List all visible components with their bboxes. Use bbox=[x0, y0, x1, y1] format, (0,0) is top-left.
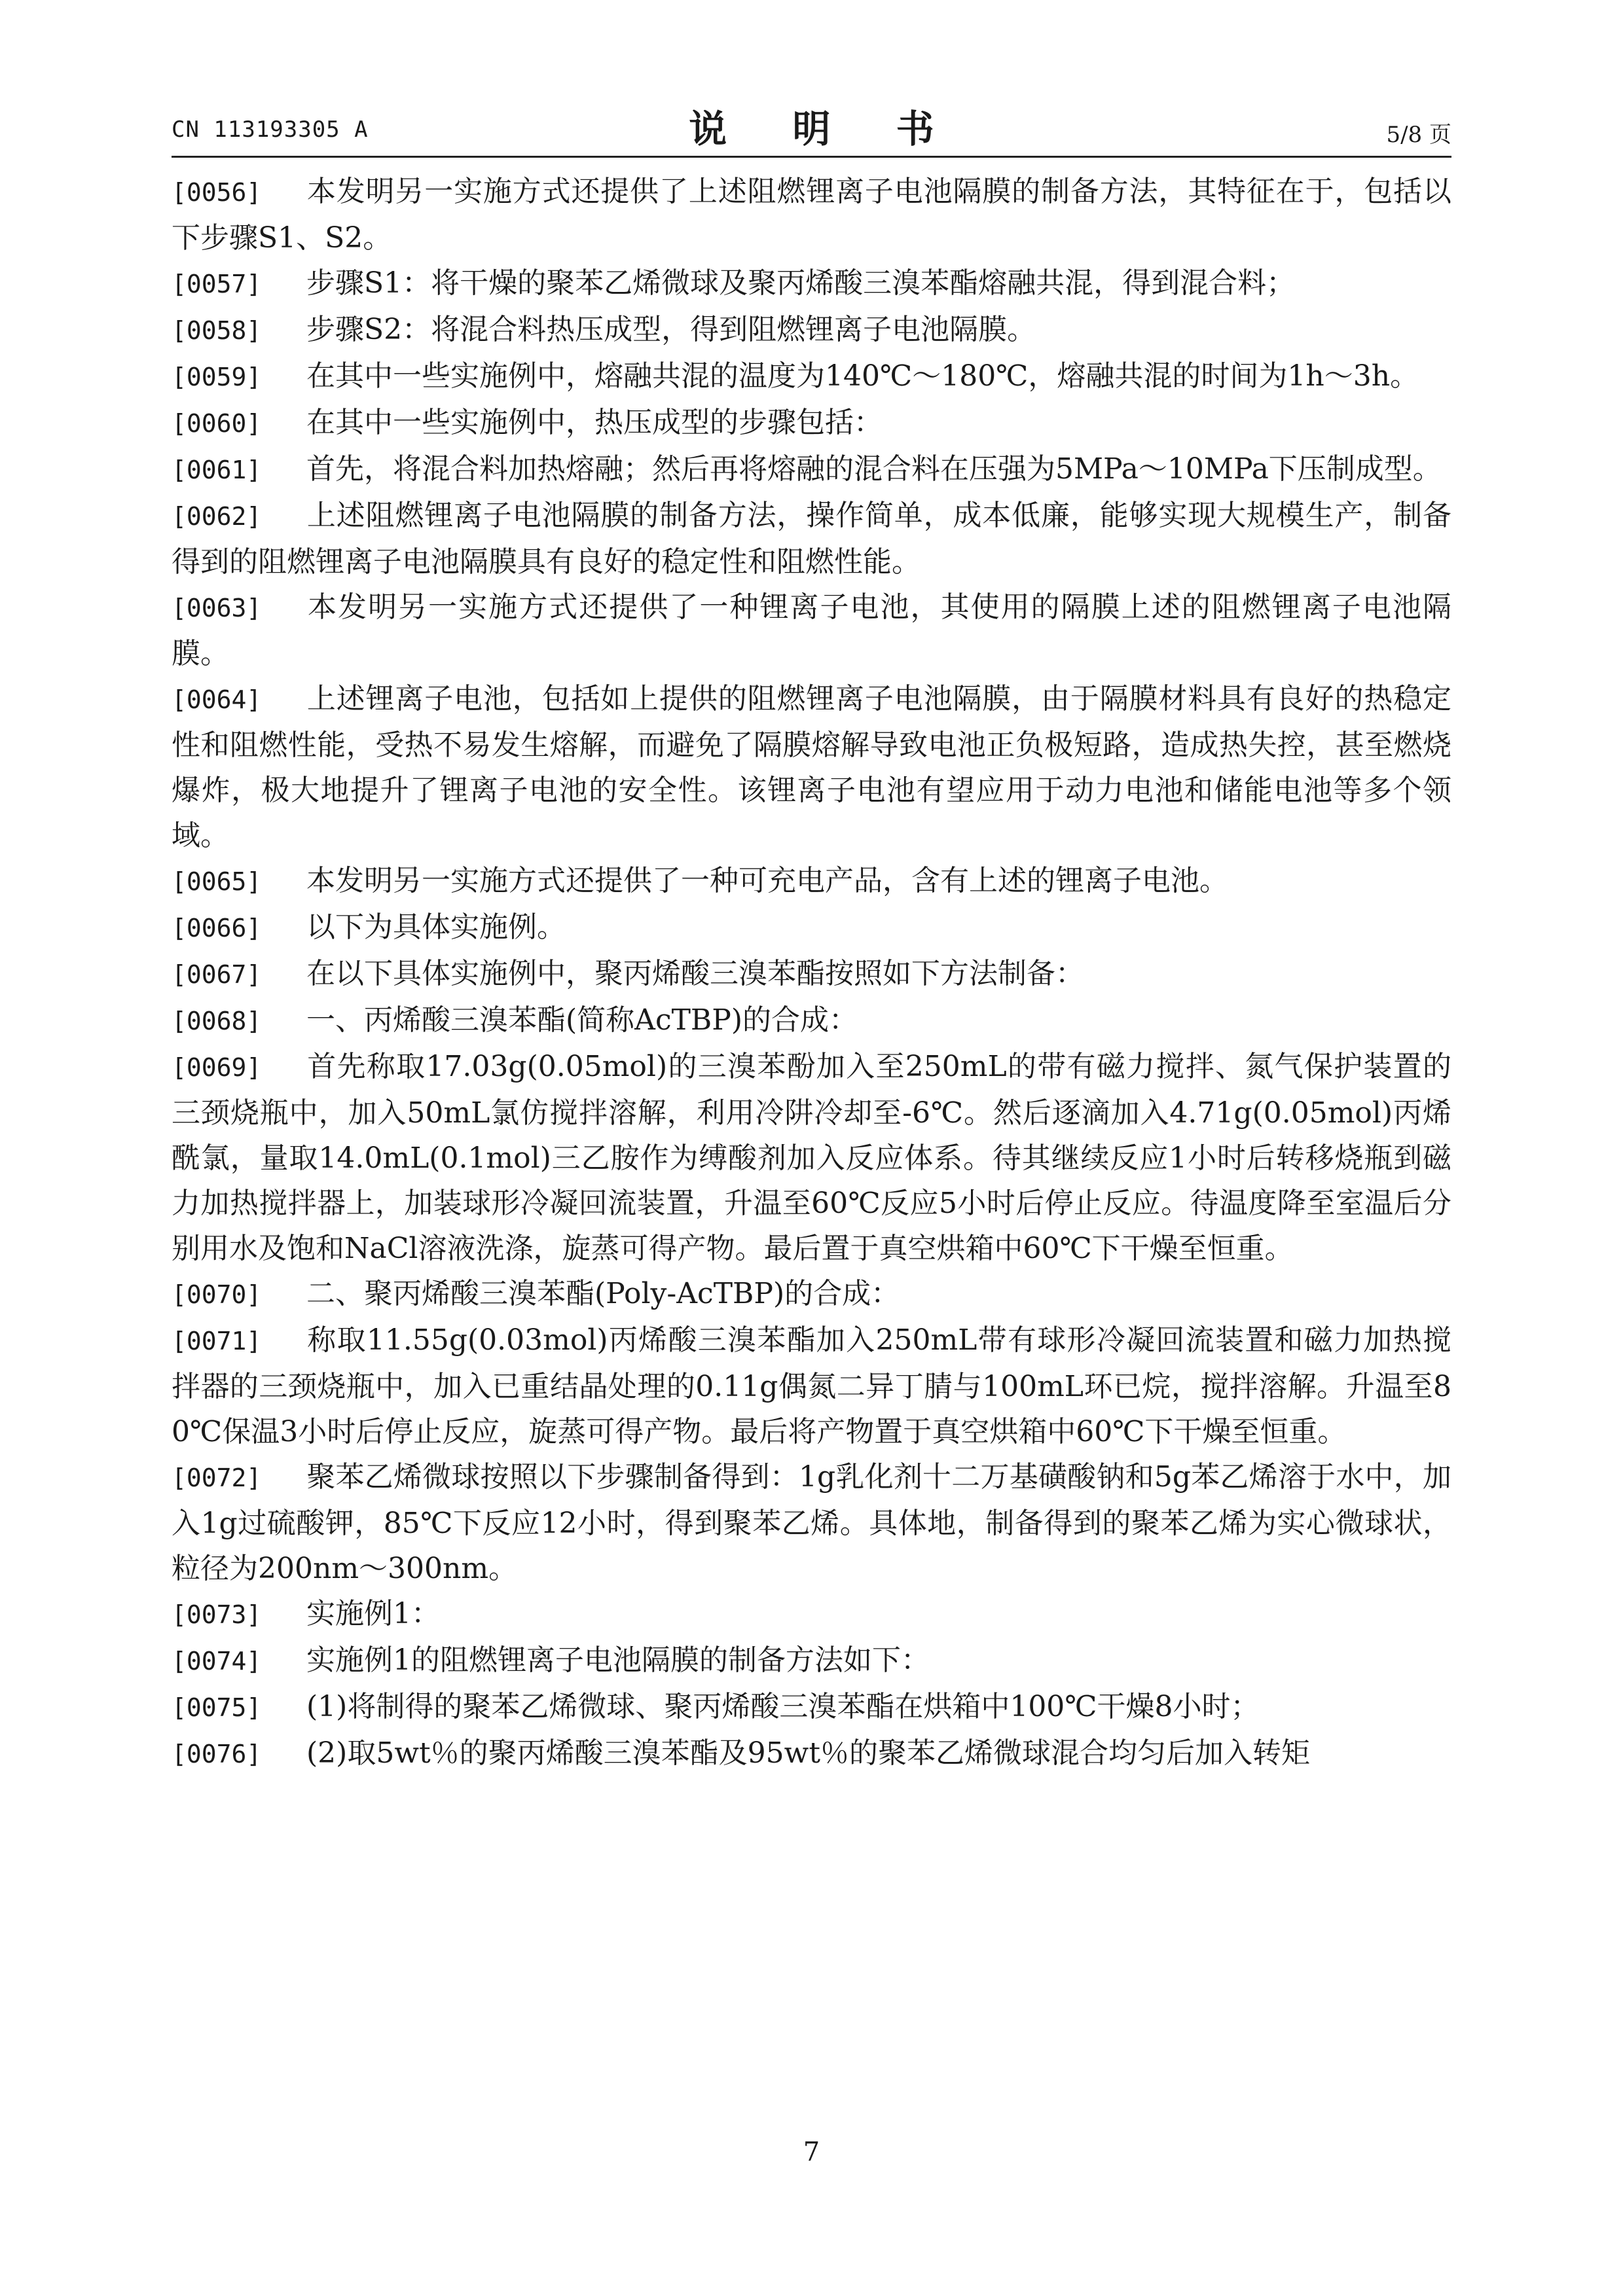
paragraph-text: 聚苯乙烯微球按照以下步骤制备得到：1g乳化剂十二万基磺酸钠和5g苯乙烯溶于水中，加入1g过硫酸钾，85℃下反应12小时，得到聚苯乙烯。具体地，制备得到的聚苯乙烯为实心微球状，粒径为200nm～300nm。 bbox=[172, 1460, 1451, 1585]
paragraph-0056 bbox=[172, 169, 1451, 260]
paragraph-text: 首先，将混合料加热熔融；然后再将熔融的混合料在压强为5MPa～10MPa下压制成型。 bbox=[306, 452, 1442, 486]
paragraph-number: [0075] bbox=[172, 1693, 262, 1722]
paragraph-text: 以下为具体实施例。 bbox=[306, 910, 566, 944]
paragraph-number: [0073] bbox=[172, 1600, 262, 1629]
paragraph-0069 bbox=[172, 1044, 1451, 1271]
paragraph-text: 首先称取17.03g(0.05mol)的三溴苯酚加入至250mL的带有磁力搅拌、氮气保护装置的三颈烧瓶中，加入50mL氯仿搅拌溶解，利用冷阱冷却至-6℃。然后逐滴加入4.71g(0.05mol)丙烯酰氯，量取14.0mL(0.1mol)三乙胺作为缚酸剂加入反应体系。待其继续反应1小时后转移烧瓶到磁力加热搅拌器上，加装球形冷凝回流装置，升温至60℃反应5小时后停止反应。待温度降至室温后分别用水及饱和NaCl溶液洗涤，旋蒸可得产物。最后置于真空烘箱中60℃下干燥至恒重。 bbox=[172, 1050, 1451, 1265]
paragraph-text: 本发明另一实施方式还提供了一种锂离子电池，其使用的隔膜上述的阻燃锂离子电池隔膜。 bbox=[172, 590, 1451, 670]
paragraph-text: 本发明另一实施方式还提供了上述阻燃锂离子电池隔膜的制备方法，其特征在于，包括以下步骤S1、S2。 bbox=[172, 175, 1451, 255]
paragraph-number: [0061] bbox=[172, 456, 262, 484]
paragraph-0066 bbox=[172, 905, 1451, 951]
paragraph-0064 bbox=[172, 676, 1451, 858]
paragraph-number: [0070] bbox=[172, 1280, 262, 1309]
document-body bbox=[172, 169, 1451, 1777]
paragraph-text: 称取11.55g(0.03mol)丙烯酸三溴苯酯加入250mL带有球形冷凝回流装置和磁力加热搅拌器的三颈烧瓶中，加入已重结晶处理的0.11g偶氮二异丁腈与100mL环已烷，搅拌溶解。升温至80℃保温3小时后停止反应，旋蒸可得产物。最后将产物置于真空烘箱中60℃下干燥至恒重。 bbox=[172, 1323, 1451, 1448]
paragraph-number: [0057] bbox=[172, 270, 262, 298]
paragraph-0062 bbox=[172, 493, 1451, 584]
paragraph-0075 bbox=[172, 1684, 1451, 1731]
paragraph-0068 bbox=[172, 997, 1451, 1044]
paragraph-number: [0072] bbox=[172, 1463, 262, 1492]
paragraph-number: [0071] bbox=[172, 1327, 262, 1355]
paragraph-number: [0067] bbox=[172, 960, 262, 989]
paragraph-0060 bbox=[172, 400, 1451, 446]
paragraph-number: [0062] bbox=[172, 502, 262, 531]
paragraph-0067 bbox=[172, 951, 1451, 997]
paragraph-0074 bbox=[172, 1638, 1451, 1684]
page-header bbox=[172, 98, 1451, 157]
paragraph-0061 bbox=[172, 446, 1451, 493]
paragraph-0072 bbox=[172, 1454, 1451, 1591]
paragraph-text: 实施例1： bbox=[306, 1597, 440, 1630]
paragraph-0063 bbox=[172, 584, 1451, 676]
paragraph-text: (2)取5wt％的聚丙烯酸三溴苯酯及95wt％的聚苯乙烯微球混合均匀后加入转矩 bbox=[306, 1736, 1310, 1770]
paragraph-text: 实施例1的阻燃锂离子电池隔膜的制备方法如下： bbox=[306, 1643, 930, 1677]
paragraph-text: 在其中一些实施例中，熔融共混的温度为140℃～180℃，熔融共混的时间为1h～3h。 bbox=[306, 359, 1419, 393]
paragraph-number: [0063] bbox=[172, 594, 262, 622]
paragraph-0073 bbox=[172, 1591, 1451, 1638]
paragraph-number: [0069] bbox=[172, 1053, 262, 1082]
paragraph-number: [0074] bbox=[172, 1647, 262, 1676]
paragraph-number: [0068] bbox=[172, 1007, 262, 1035]
paragraph-text: 上述锂离子电池，包括如上提供的阻燃锂离子电池隔膜，由于隔膜材料具有良好的热稳定性和阻燃性能，受热不易发生熔解，而避免了隔膜熔解导致电池正负极短路，造成热失控，甚至燃烧爆炸，极大地提升了锂离子电池的安全性。该锂离子电池有望应用于动力电池和储能电池等多个领域。 bbox=[172, 682, 1451, 852]
paragraph-text: 二、聚丙烯酸三溴苯酯(Poly-AcTBP)的合成： bbox=[306, 1277, 900, 1310]
paragraph-number: [0056] bbox=[172, 178, 262, 207]
paragraph-0059 bbox=[172, 353, 1451, 400]
paragraph-0071 bbox=[172, 1318, 1451, 1454]
paragraph-number: [0060] bbox=[172, 409, 262, 438]
paragraph-0058 bbox=[172, 307, 1451, 353]
paragraph-number: [0059] bbox=[172, 363, 262, 391]
paragraph-text: 一、丙烯酸三溴苯酯(简称AcTBP)的合成： bbox=[306, 1003, 858, 1037]
paragraph-text: 在以下具体实施例中，聚丙烯酸三溴苯酯按照如下方法制备： bbox=[306, 957, 1084, 990]
paragraph-0057 bbox=[172, 260, 1451, 307]
paragraph-0076 bbox=[172, 1731, 1451, 1777]
paragraph-number: [0058] bbox=[172, 316, 262, 345]
page-indicator: 5/8 页 bbox=[1386, 122, 1451, 148]
paragraph-number: [0064] bbox=[172, 685, 262, 714]
paragraph-number: [0066] bbox=[172, 914, 262, 942]
page-number: 7 bbox=[803, 2137, 820, 2167]
header-divider bbox=[172, 156, 1451, 158]
paragraph-number: [0076] bbox=[172, 1740, 262, 1768]
paragraph-text: (1)将制得的聚苯乙烯微球、聚丙烯酸三溴苯酯在烘箱中100℃干燥8小时； bbox=[306, 1690, 1260, 1723]
paragraph-text: 步骤S2：将混合料热压成型，得到阻燃锂离子电池隔膜。 bbox=[306, 313, 1036, 346]
paragraph-text: 上述阻燃锂离子电池隔膜的制备方法，操作简单，成本低廉，能够实现大规模生产，制备得到的阻燃锂离子电池隔膜具有良好的稳定性和阻燃性能。 bbox=[172, 499, 1451, 579]
document-title: 说 明 书 bbox=[689, 107, 960, 151]
patent-number: CN 113193305 A bbox=[172, 117, 369, 143]
paragraph-0070 bbox=[172, 1271, 1451, 1318]
paragraph-text: 步骤S1：将干燥的聚苯乙烯微球及聚丙烯酸三溴苯酯熔融共混，得到混合料； bbox=[306, 266, 1296, 300]
paragraph-text: 本发明另一实施方式还提供了一种可充电产品，含有上述的锂离子电池。 bbox=[306, 864, 1228, 897]
paragraph-text: 在其中一些实施例中，热压成型的步骤包括： bbox=[306, 406, 883, 439]
paragraph-0065 bbox=[172, 858, 1451, 905]
paragraph-number: [0065] bbox=[172, 867, 262, 896]
